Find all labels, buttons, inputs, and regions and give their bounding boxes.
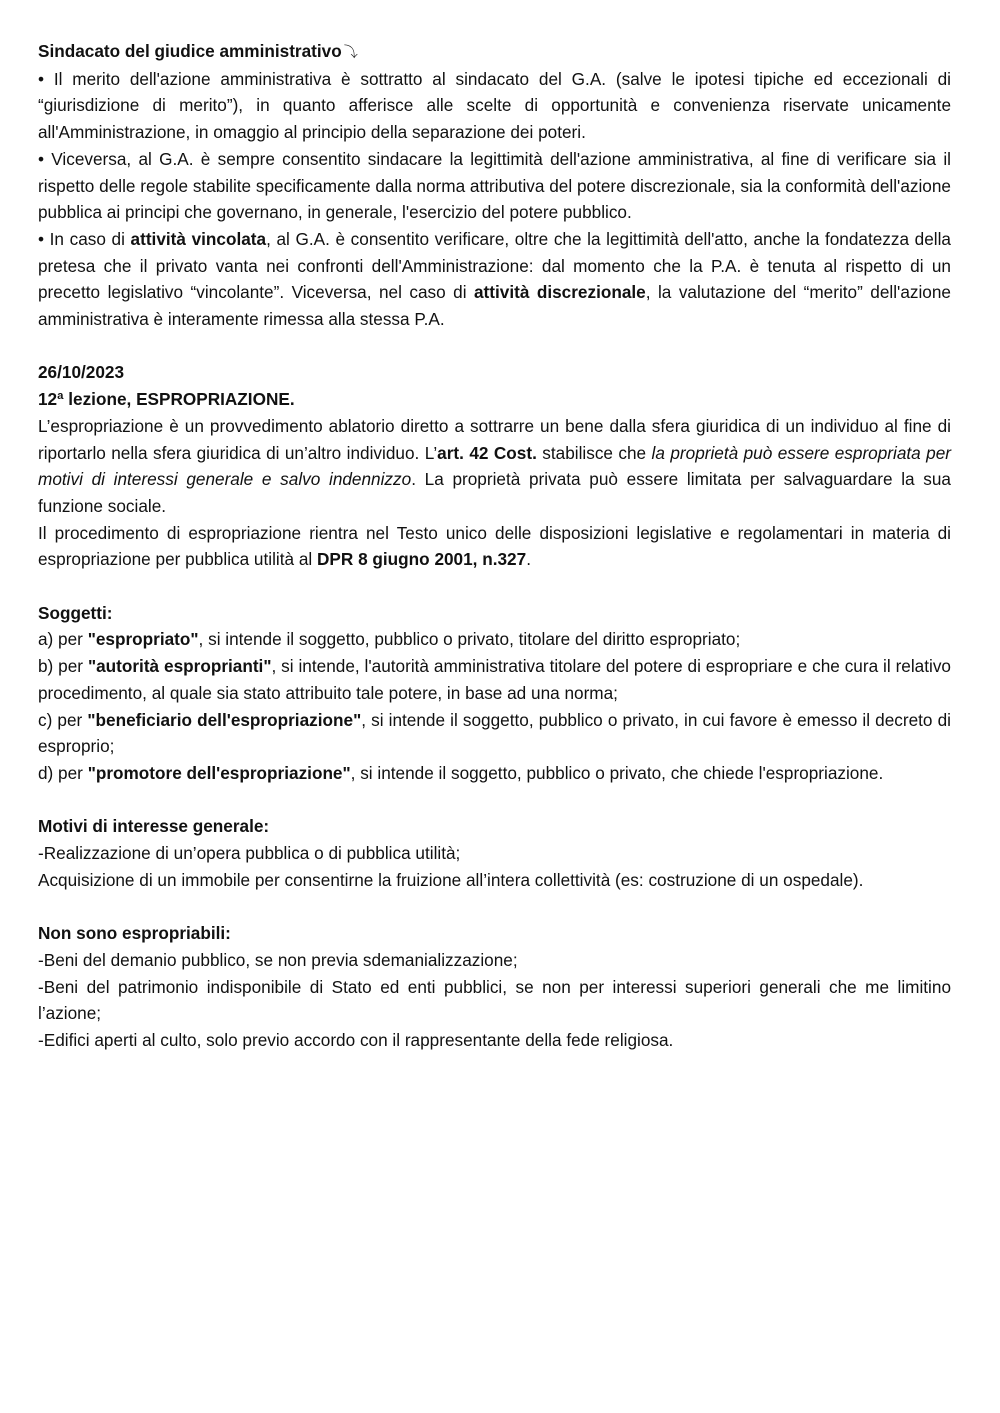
item-text: , si intende il soggetto, pubblico o privato, in cui favore è emesso il decreto di esproprio; (38, 709, 951, 757)
item-text: , si intende il soggetto, pubblico o privato, titolare del diritto espropriato; (198, 629, 741, 650)
text-run: Il procedimento di espropriazione rientra nel Testo unico delle disposizioni legislative e regolamentari in materia di espropriazione per pubblica utilità al (38, 522, 951, 570)
list-item: Acquisizione di un immobile per consentirne la fruizione all’intera collettività (es: costruzione di un ospedale). (38, 869, 864, 890)
bullet-paragraph: • Viceversa, al G.A. è sempre consentito sindacare la legittimità dell'azione amministrativa, al fine di verificare sia il rispetto delle regole stabilite specificamente dalla norma attributiva del potere discrezionale, sia la conformità dell'azione pubblica ai principi che governano, in generale, l'esercizio del potere pubblico. (38, 148, 951, 223)
heading-motivi: Motivi di interesse generale: (38, 816, 270, 837)
bold-term: "espropriato" (87, 629, 199, 650)
list-item: -Beni del demanio pubblico, se non previa sdemanializzazione; (38, 949, 518, 970)
item-text: , si intende il soggetto, pubblico o privato, che chiede l'espropriazione. (350, 762, 884, 783)
section-heading (38, 600, 951, 627)
text-run: , al G.A. è consentito verificare, oltre che la legittimità dell'atto, anche la fondatezza della pretesa che il privato vanta nei confronti dell'Amministrazione: dal momento che la P.A. è tenuta al rispetto di un precetto legislativo “vincolante”. Viceversa, nel caso di (38, 228, 951, 303)
list-item: -Beni del patrimonio indisponibile di Stato ed enti pubblici, se non per interessi superiori generali che me limitino l’azione; (38, 976, 951, 1024)
item-prefix: a) per (38, 629, 88, 650)
body-paragraph (38, 413, 951, 520)
bullet-paragraph: • Il merito dell'azione amministrativa è sottratto al sindacato del G.A. (salve le ipotesi tipiche ed eccezionali di “giurisdizione di merito”), in quanto afferisce alle scelte di opportunità e convenienza riservate unicamente all'Amministrazione, in omaggio al principio della separazione dei poteri. (38, 68, 951, 143)
list-item (38, 626, 951, 653)
spacer (38, 573, 951, 600)
item-prefix: c) per (38, 709, 88, 730)
list-item (38, 653, 951, 706)
date-text: 26/10/2023 (38, 362, 125, 383)
heading-soggetti: Soggetti: (38, 602, 113, 623)
bold-term: "autorità esproprianti" (87, 656, 272, 677)
item-prefix: d) per (38, 762, 88, 783)
spacer (38, 893, 951, 920)
text-run: • In caso di (38, 228, 131, 249)
body-paragraph (38, 520, 951, 573)
text-run: L’espropriazione è un provvedimento ablatorio diretto a sottrarre un bene dalla sfera giuridica di un individuo al fine di riportarlo nella sfera giuridica di un’altro individuo. L’ (38, 415, 951, 463)
lesson-title-text: 12ª lezione, ESPROPRIAZIONE. (38, 389, 295, 410)
bold-term: DPR 8 giugno 2001, n.327 (317, 549, 527, 570)
bold-term: attività discrezionale (473, 282, 646, 303)
bold-term: "beneficiario dell'espropriazione" (87, 709, 362, 730)
heading-sindacato: Sindacato del giudice amministrativo (38, 41, 342, 61)
italic-quote: la proprietà può essere espropriata per motivi di interessi generale e salvo indennizzo (38, 442, 951, 490)
section-heading (38, 813, 951, 840)
lesson-date (38, 359, 951, 386)
item-text: , si intende, l'autorità amministrativa titolare del potere di espropriare e che cura il relativo procedimento, al quale sia stato attribuito tale potere, in base ad una norma; (38, 656, 951, 703)
return-arrow-icon: ⤵ (343, 44, 358, 60)
spacer (38, 787, 951, 814)
list-item: -Edifici aperti al culto, solo previo accordo con il rappresentante della fede religiosa. (38, 1029, 674, 1050)
spacer (38, 333, 951, 360)
lesson-title (38, 386, 951, 413)
text-run: . (526, 549, 531, 570)
text-run: . La proprietà privata può essere limitata per salvaguardare la sua funzione sociale. (38, 469, 951, 516)
heading-non-espropriabili: Non sono espropriabili: (38, 923, 231, 944)
section-heading (38, 920, 951, 947)
bold-term: art. 42 Cost. (437, 442, 537, 463)
item-prefix: b) per (38, 656, 88, 677)
list-item (38, 707, 951, 760)
section-heading (38, 38, 951, 66)
bold-term: "promotore dell'espropriazione" (87, 762, 351, 783)
bold-term: attività vincolata (130, 228, 267, 249)
list-item (38, 760, 951, 787)
list-item: -Realizzazione di un’opera pubblica o di pubblica utilità; (38, 843, 461, 864)
text-run: stabilisce che (536, 442, 652, 463)
text-run: , la valutazione del “merito” dell'azione amministrativa è interamente rimessa alla stessa P.A. (38, 282, 951, 330)
bullet-paragraph (38, 226, 951, 333)
